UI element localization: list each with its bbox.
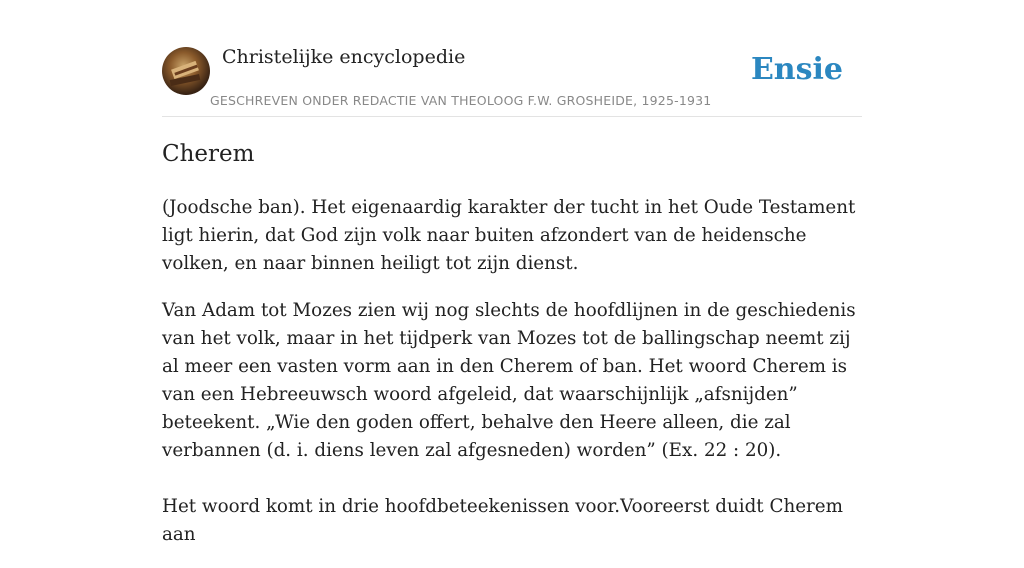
brand-logo-link[interactable]: Ensie [750, 52, 843, 87]
site-title[interactable]: Christelijke encyclopedie [222, 46, 466, 68]
book-photo-icon [162, 47, 210, 95]
article-paragraph: Het woord komt in drie hoofdbeteekenissen voor.Vooreerst duidt Cherem aan [162, 496, 843, 545]
site-subtitle: GESCHREVEN ONDER REDACTIE VAN THEOLOOG F.W. GROSHEIDE, 1925-1931 [210, 93, 712, 108]
article-paragraph: Van Adam tot Mozes zien wij nog slechts de hoofdlijnen in de geschiedenis van het volk, maar in het tijdperk van Mozes tot de ballingschap neemt zij al meer een vasten vorm aan in den Cherem of ban. Het woord Cherem is van een Hebreeuwsch woord afgeleid, dat waarschijnlijk „afsnijden” beteekent. „Wie den goden offert, behalve den Heere alleen, die zal verbannen (d. i. diens leven zal afgesneden) worden” (Ex. 22 : 20). [162, 300, 856, 461]
article [162, 138, 867, 568]
encyclopedia-logo-image[interactable] [162, 47, 210, 95]
article-paragraph: (Joodsche ban). Het eigenaardig karakter der tucht in het Oude Testament ligt hierin, dat God zijn volk naar buiten afzondert van de heidensche volken, en naar binnen heiligt tot zijn dienst. [162, 197, 856, 274]
site-header [162, 46, 862, 117]
article-title: Cherem [162, 141, 255, 167]
